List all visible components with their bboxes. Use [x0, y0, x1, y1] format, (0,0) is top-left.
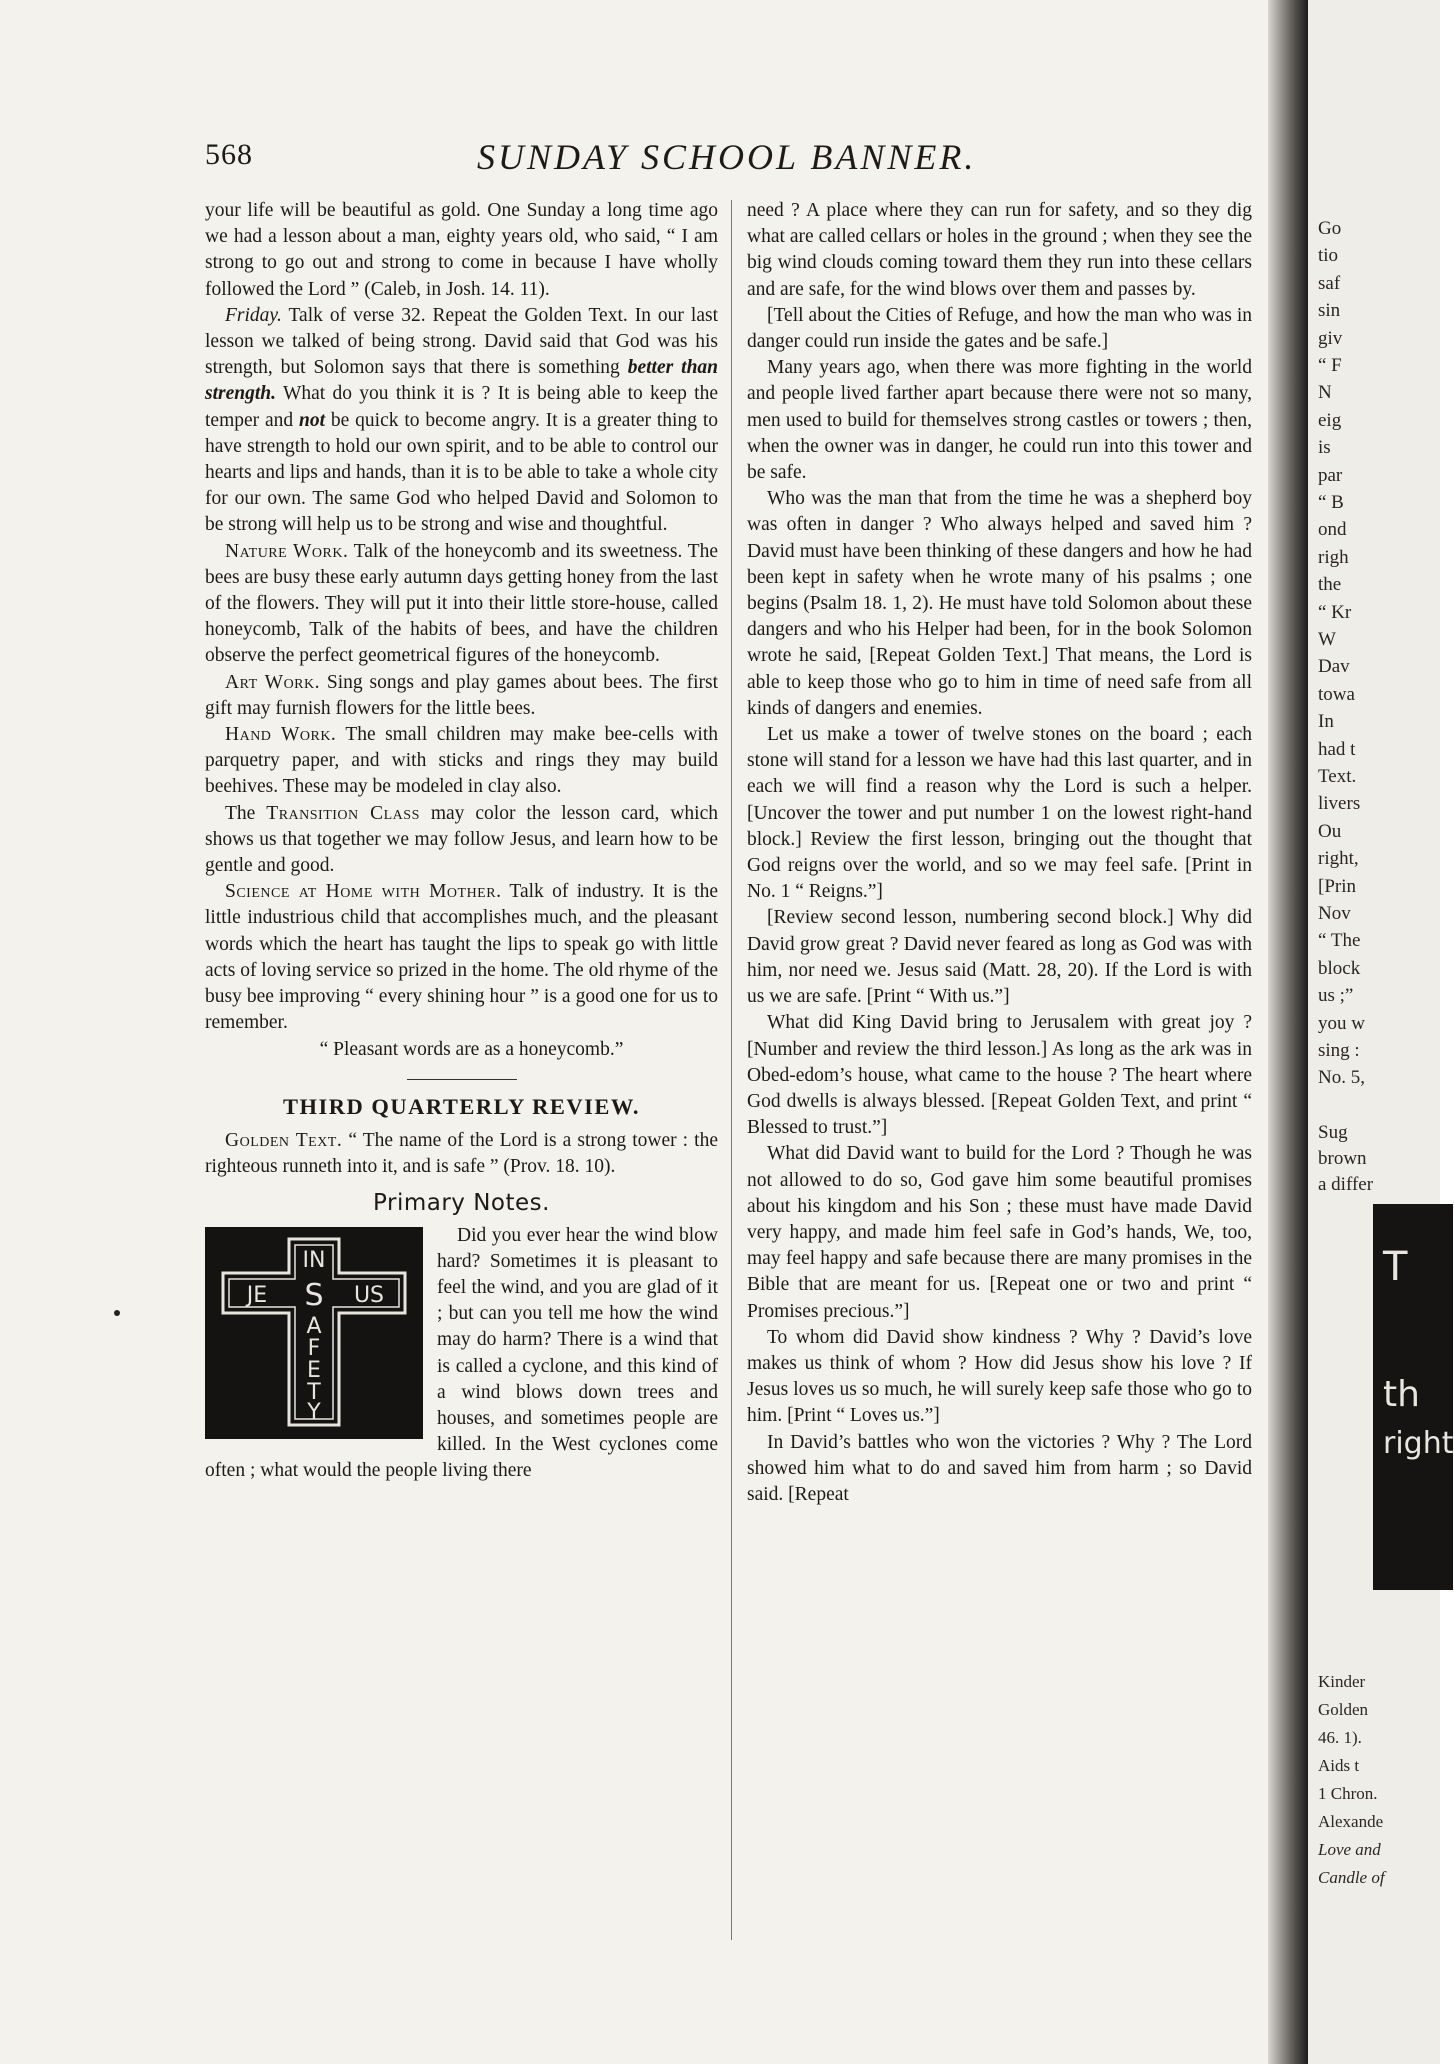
- facing-page-fragment: “ Kr: [1318, 601, 1352, 623]
- facing-page-fragment: “ The: [1318, 930, 1361, 952]
- cross-letter: T: [307, 1379, 321, 1405]
- facing-page-fragment: No. 5,: [1318, 1067, 1365, 1089]
- cross-letters-top: IN: [302, 1247, 326, 1273]
- section-label: Golden Text.: [225, 1129, 343, 1151]
- paragraph-transition: [205, 801, 718, 880]
- facing-page-fragment: Love and: [1318, 1840, 1381, 1859]
- section-title: THIRD QUARTERLY REVIEW.: [283, 1093, 640, 1119]
- paragraph-friday: [205, 303, 718, 539]
- cross-letters-center: S: [304, 1277, 324, 1313]
- facing-page-fragment: Golden: [1318, 1700, 1369, 1719]
- golden-text: [205, 1128, 718, 1180]
- text-run: may color the lesson card, which shows us that together we may follow Jesus, and learn how to be gentle and good.: [205, 802, 719, 877]
- paragraph-nature-work: [205, 539, 718, 670]
- section-label: Nature Work.: [225, 540, 349, 562]
- paragraph: need ? A place where they can run for safety, and so they dig what are called cellars or holes in the ground ; when they see the big wind clouds coming toward them they run into these cellars and are safe, for the wind blows over them and passes by.: [747, 200, 1252, 300]
- facing-page-fragment: “ B: [1318, 492, 1344, 513]
- section-label: Science at Home with Mother.: [225, 881, 502, 903]
- facing-page-fragment: Kinder: [1318, 1672, 1366, 1691]
- text-run: Talk of the honeycomb and its sweetness. The bees are busy these early autumn days getting honey from the last of the flowers. They will put it into their little store-house, called honeycomb, Talk of the habits of bees, and have the children observe the perfect geometrical figures of the honeycomb.: [205, 540, 719, 667]
- text-run: Talk of industry. It is the little industrious child that accomplishes much, and the pleasant words which the heart has taught the lips to speak go with little acts of loving service so prized in the home. The old rhyme of the busy bee improving “ every shining hour ” is a good one for us to remember.: [205, 881, 718, 1034]
- facing-page-fragment: the: [1318, 574, 1342, 596]
- paragraph-hand-work: [205, 722, 718, 801]
- margin-mark: [114, 1310, 120, 1316]
- facing-page-fragment: “ F: [1318, 355, 1342, 376]
- facing-page-fragment: you w: [1318, 1012, 1365, 1034]
- paragraph: What did David want to build for the Lord ? Though he was not allowed to do so, God gave him some beautiful promises about his kingdom and his Son ; these must have made David very happy, and made him feel safe in God’s hands, We, too, may feel happy and safe because there are many promises in the Bible that are meant for us. [Repeat one or two and print “ Promises precious.”]: [747, 1143, 1252, 1322]
- section-label: Transition Class: [266, 802, 420, 824]
- facing-page-fragment: righ: [1318, 546, 1349, 568]
- paragraph: Did you ever hear the wind blow hard? Sometimes it is pleasant to feel the wind, and you are glad of it ; but can you tell me how the wind may do harm? There is a wind that is called a cyclone, and this kind of a wind blows down trees and houses, and sometimes people are killed. In the West cyclones come often ; what would the people living there: [205, 1224, 718, 1482]
- friday-label: Friday.: [225, 304, 282, 326]
- facing-page-fragment: is: [1318, 437, 1331, 459]
- text-run: be quick to become angry. It is a greater thing to have strength to hold our own spirit, and to be able to control our hearts and lips and hands, than it is to be able to take a whole city for our own. The same God who helped David and Solomon to be strong will help us to be strong and wise and thoughtful.: [205, 409, 719, 536]
- facing-page-fragment: Text.: [1318, 766, 1357, 787]
- cross-letters-left: JE: [246, 1282, 268, 1308]
- cross-letter: E: [307, 1357, 321, 1383]
- facing-page-fragment: par: [1318, 464, 1343, 486]
- paragraph: [Tell about the Cities of Refuge, and how the man who was in danger could run inside the gates and be safe.]: [747, 304, 1252, 353]
- facing-page-fragment: tio: [1318, 245, 1339, 267]
- facing-page-fragment: N: [1318, 382, 1332, 404]
- page-header: [205, 132, 1240, 182]
- facing-page-fragment: had t: [1318, 738, 1356, 760]
- facing-page-fragment: giv: [1318, 327, 1343, 349]
- facing-page-fragment: eig: [1318, 409, 1342, 431]
- section-label: Hand Work.: [225, 724, 337, 746]
- cross-letter: F: [307, 1335, 321, 1361]
- box-text: th: [1383, 1374, 1420, 1415]
- facing-page-fragment: 46. 1).: [1318, 1728, 1362, 1747]
- facing-page-fragment: In: [1318, 711, 1334, 733]
- facing-page-fragment: Ou: [1318, 820, 1342, 842]
- paragraph: Many years ago, when there was more fighting in the world and people lived farther apart because there were not so many, men used to build for themselves strong castles or towers ; then, when the owner was in danger, he could run into this tower and be safe.: [747, 357, 1252, 484]
- facing-page-illustration: [1373, 1204, 1453, 1590]
- facing-page-fragment: right,: [1318, 848, 1359, 870]
- facing-page-fragment: a differ: [1318, 1174, 1374, 1195]
- text-run: Sing songs and play games about bees. The first gift may furnish flowers for the little bees.: [205, 671, 718, 719]
- facing-page-fragment: sin: [1318, 300, 1341, 322]
- text-run: The: [225, 802, 267, 824]
- text-run: The small children may make bee-cells with parquetry paper, and with sticks and rings they may build beehives. These may be modeled in clay also.: [205, 724, 718, 798]
- paragraph: your life will be beautiful as gold. One Sunday a long time ago we had a lesson about a man, eighty years old, who said, “ I am strong to go out and strong to come in because I have wholly followed the Lord ” (Caleb, in Josh. 14. 11).: [205, 200, 718, 300]
- paragraph: To whom did David show kindness ? Why ? David’s love makes us think of whom ? How did Jesus show his love ? If Jesus loves us so much, he will surely keep safe those who go to him. [Print “ Loves us.”]: [747, 1326, 1252, 1427]
- facing-page-fragment: block: [1318, 957, 1361, 979]
- facing-page-fragment: [Prin: [1318, 875, 1356, 897]
- facing-page-fragment: Aids t: [1318, 1756, 1360, 1775]
- box-text: right: [1383, 1426, 1454, 1461]
- paragraph: Who was the man that from the time he was a shepherd boy was often in danger ? Who always helped and saved him ? David must have been thinking of these dangers and how he had been kept in safety when he wrote many of his psalms ; one begins (Psalm 18. 1, 2). He must have told Solomon about these dangers and who his Helper had been, for in the book Solomon wrote he said, [Repeat Golden Text.] That means, the Lord is able to keep those who go to him in time of need safe from all kinds of dangers and enemies.: [747, 488, 1252, 719]
- cross-letters-right: US: [353, 1282, 385, 1308]
- journal-title: SUNDAY SCHOOL BANNER.: [477, 137, 977, 177]
- left-column: [205, 198, 718, 1485]
- paragraph-art-work: [205, 670, 718, 722]
- page-number: 568: [205, 138, 253, 171]
- facing-page-fragment: Candle of: [1318, 1868, 1385, 1887]
- facing-page-fragment: W: [1318, 629, 1336, 650]
- text-run: “ The name of the Lord is a strong tower : the righteous runneth into it, and is safe ” (Prov. 18. 10).: [205, 1129, 718, 1178]
- facing-page-fragment: livers: [1318, 793, 1361, 815]
- divider: [407, 1079, 517, 1080]
- facing-page-fragment: sing :: [1318, 1040, 1360, 1061]
- facing-page-fragment: us ;”: [1318, 985, 1354, 1007]
- paragraph-science: [205, 879, 718, 1036]
- paragraph: In David’s battles who won the victories ? Why ? The Lord showed him what to do and saved him from harm ; so David said. [Repeat: [747, 1431, 1252, 1505]
- facing-page-fragment: towa: [1318, 683, 1355, 705]
- text-run: What do you think it is ? It is being able to keep the temper and: [205, 383, 718, 431]
- quote: “ Pleasant words are as a honeycomb.”: [319, 1038, 624, 1060]
- paragraph: [Review second lesson, numbering second block.] Why did David grow great ? David never feared as long as God was with him, nor need we. Jesus said (Matt. 28, 20). If the Lord is with us we are safe. [Print “ With us.”]: [747, 907, 1252, 1008]
- column-divider: [731, 200, 732, 1940]
- facing-page-fragment: Nov: [1318, 903, 1351, 924]
- facing-page-fragment: 1 Chron.: [1318, 1784, 1378, 1803]
- page-gutter-shadow: [1268, 0, 1308, 2064]
- facing-page-fragment: Sug: [1318, 1122, 1348, 1143]
- box-text: T: [1383, 1244, 1408, 1290]
- facing-page-fragment: saf: [1318, 272, 1341, 294]
- text-run: Talk of verse 32. Repeat the Golden Text. In our last lesson we talked of being strong. David said that God was his strength, but Solomon says that there is something: [205, 304, 718, 379]
- section-label: Art Work.: [225, 671, 321, 693]
- facing-page-fragment: ond: [1318, 519, 1347, 541]
- cross-letter: A: [306, 1313, 322, 1339]
- jesus-safety-cross-illustration: [205, 1227, 423, 1439]
- primary-notes-heading: Primary Notes.: [373, 1190, 550, 1217]
- facing-page-fragment: brown: [1318, 1148, 1367, 1169]
- emphasis: better than strength.: [205, 357, 719, 405]
- paragraph: Let us make a tower of twelve stones on the board ; each stone will stand for a lesson we have had this last quarter, and in each we will find a reason why the Lord is such a helper. [Uncover the tower and put number 1 on the lowest right-hand block.] Review the first lesson, bringing out the thought that God reigns over the world, and so we may feel safe. [Print in No. 1 “ Reigns.”]: [747, 724, 1252, 903]
- primary-notes: [205, 1223, 718, 1485]
- right-column: [747, 198, 1252, 1508]
- paragraph: What did King David bring to Jerusalem with great joy ? [Number and review the third lesson.] As long as the ark was in Obed-edom’s house, what came to the house ? The heart where God dwells is always blessed. [Repeat Golden Text, and print “ Blessed to trust.”]: [747, 1012, 1252, 1139]
- cross-letter: Y: [307, 1399, 321, 1425]
- facing-page-fragment: Alexande: [1318, 1812, 1384, 1831]
- facing-page-fragment: Go: [1318, 218, 1342, 239]
- facing-page-edge: [1308, 0, 1454, 2064]
- cross-icon: [205, 1227, 423, 1439]
- emphasis: not: [299, 409, 326, 431]
- facing-page-fragment: Dav: [1318, 656, 1350, 678]
